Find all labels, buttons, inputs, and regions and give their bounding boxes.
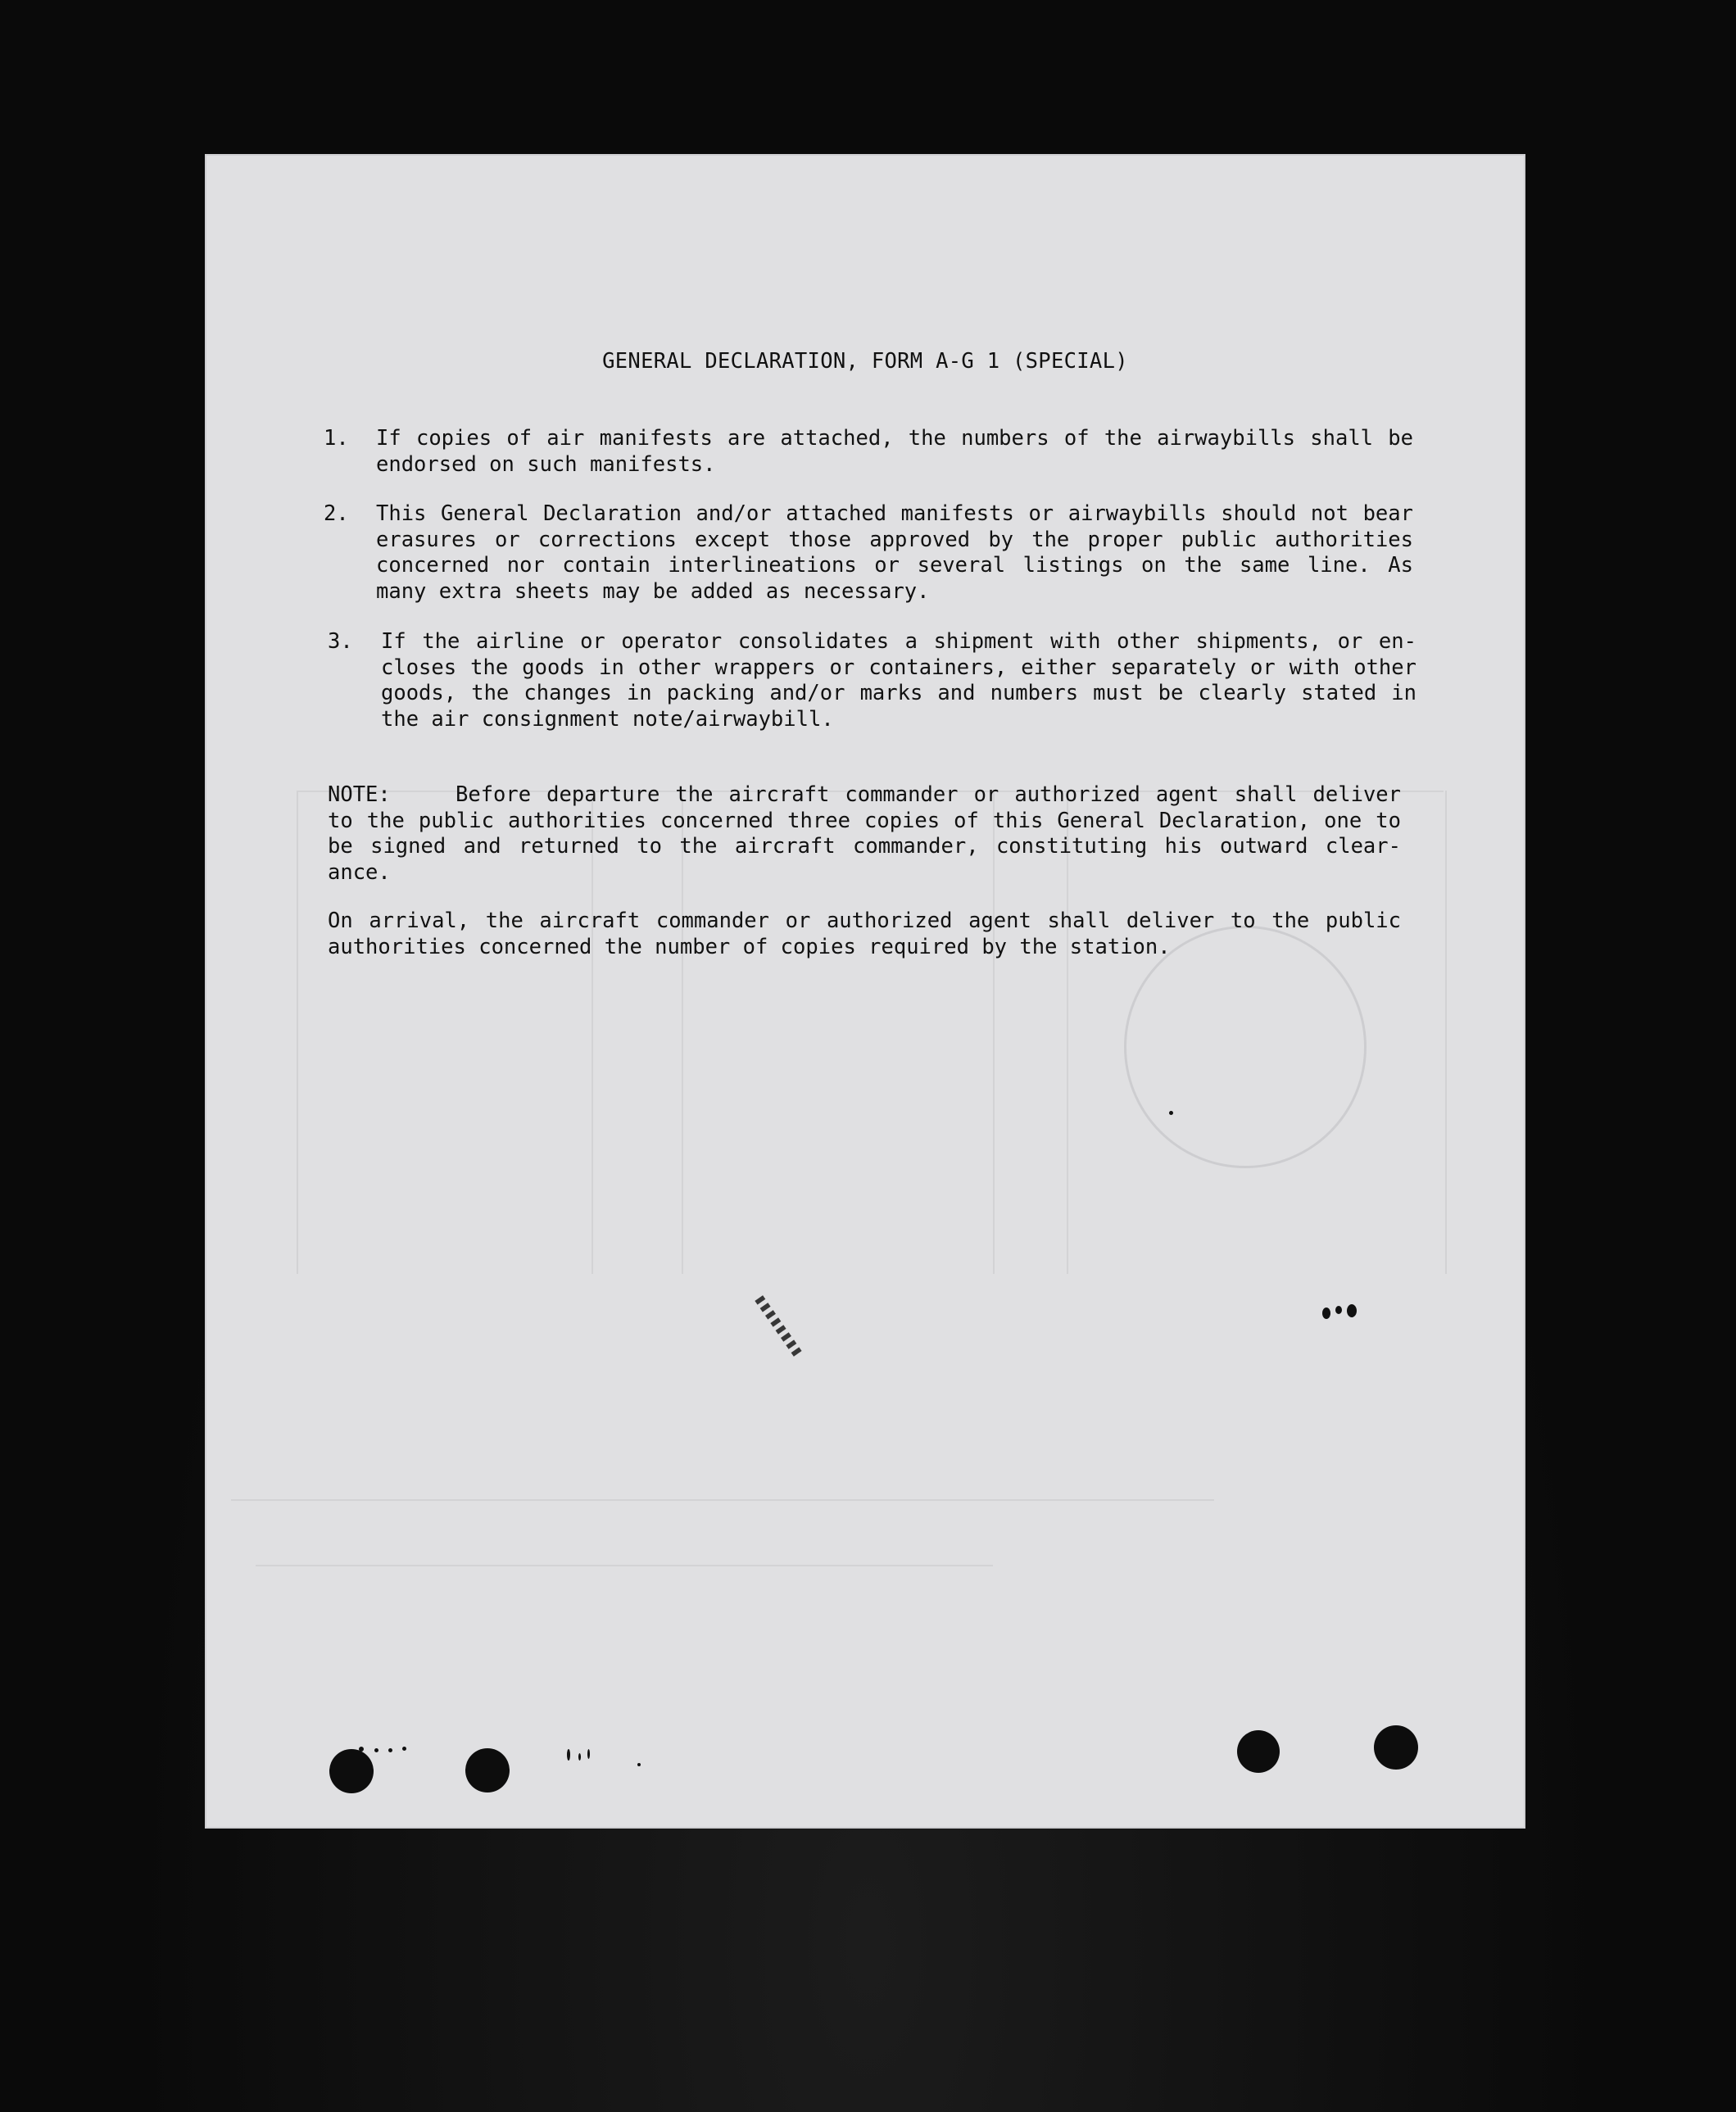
item-line: If copies of air manifests are attached, the numbers of the airwaybills shall be: [376, 426, 1413, 451]
item-line: erasures or corrections except those approved by the proper public authorities: [376, 527, 1413, 552]
item-number: 2.: [324, 501, 349, 526]
ink-speck: [388, 1748, 392, 1752]
punch-hole: [1374, 1725, 1418, 1770]
bleed-through-line: [256, 1565, 993, 1566]
item-line: goods, the changes in packing and/or marks and numbers must be clearly stated in: [381, 681, 1416, 705]
note-line: be signed and returned to the aircraft commander, constituting his outward clear-: [328, 834, 1401, 859]
arrival-paragraph: [328, 909, 1401, 960]
bleed-through-line: [231, 1499, 1214, 1501]
list-item: [376, 501, 1413, 605]
ink-speck: [587, 1749, 590, 1759]
item-line: the air consignment note/airwaybill.: [381, 706, 834, 732]
punch-hole: [1237, 1730, 1280, 1773]
note-line: to the public authorities concerned three copies of this General Declaration, one to: [328, 808, 1401, 833]
ink-speck: [578, 1753, 581, 1761]
note-label: NOTE:: [328, 782, 391, 807]
item-number: 1.: [324, 426, 349, 451]
document-page: [206, 156, 1524, 1827]
ink-speck: [402, 1747, 406, 1751]
note-section: [328, 782, 1401, 886]
ink-speck: [374, 1748, 378, 1752]
note-line: [328, 782, 1401, 809]
ink-speck: [567, 1749, 570, 1761]
item-number: 3.: [328, 629, 353, 654]
arrival-line: authorities concerned the number of copies required by the station.: [328, 934, 1171, 959]
item-line: closes the goods in other wrappers or containers, either separately or with other: [381, 655, 1416, 680]
punch-hole: [465, 1748, 510, 1792]
ink-speck: [1322, 1308, 1330, 1319]
faint-circular-stamp: [1124, 926, 1367, 1168]
page-title: GENERAL DECLARATION, FORM A-G 1 (SPECIAL): [602, 349, 1128, 374]
rubber-stamp-smudge: ▮▮▮▮▮▮▮▮: [750, 1289, 809, 1361]
note-text: Before departure the aircraft commander or authorized agent shall deliver: [456, 782, 1401, 807]
item-line: If the airline or operator consolidates a shipment with other shipments, or en-: [381, 629, 1416, 654]
item-line: This General Declaration and/or attached manifests or airwaybills should not bear: [376, 501, 1413, 526]
ink-speck: [1347, 1304, 1357, 1317]
item-line: concerned nor contain interlineations or several listings on the same line. As: [376, 553, 1413, 578]
list-item: [381, 629, 1416, 732]
punch-hole: [329, 1749, 374, 1793]
list-item: [376, 426, 1413, 478]
item-line: many extra sheets may be added as necessary.: [376, 578, 930, 604]
ink-speck: [1335, 1306, 1342, 1314]
note-line: ance.: [328, 859, 391, 885]
ink-speck: [637, 1763, 641, 1766]
arrival-line: On arrival, the aircraft commander or authorized agent shall deliver to the public: [328, 909, 1401, 933]
ink-speck: [1169, 1111, 1173, 1115]
item-line: endorsed on such manifests.: [376, 451, 716, 477]
